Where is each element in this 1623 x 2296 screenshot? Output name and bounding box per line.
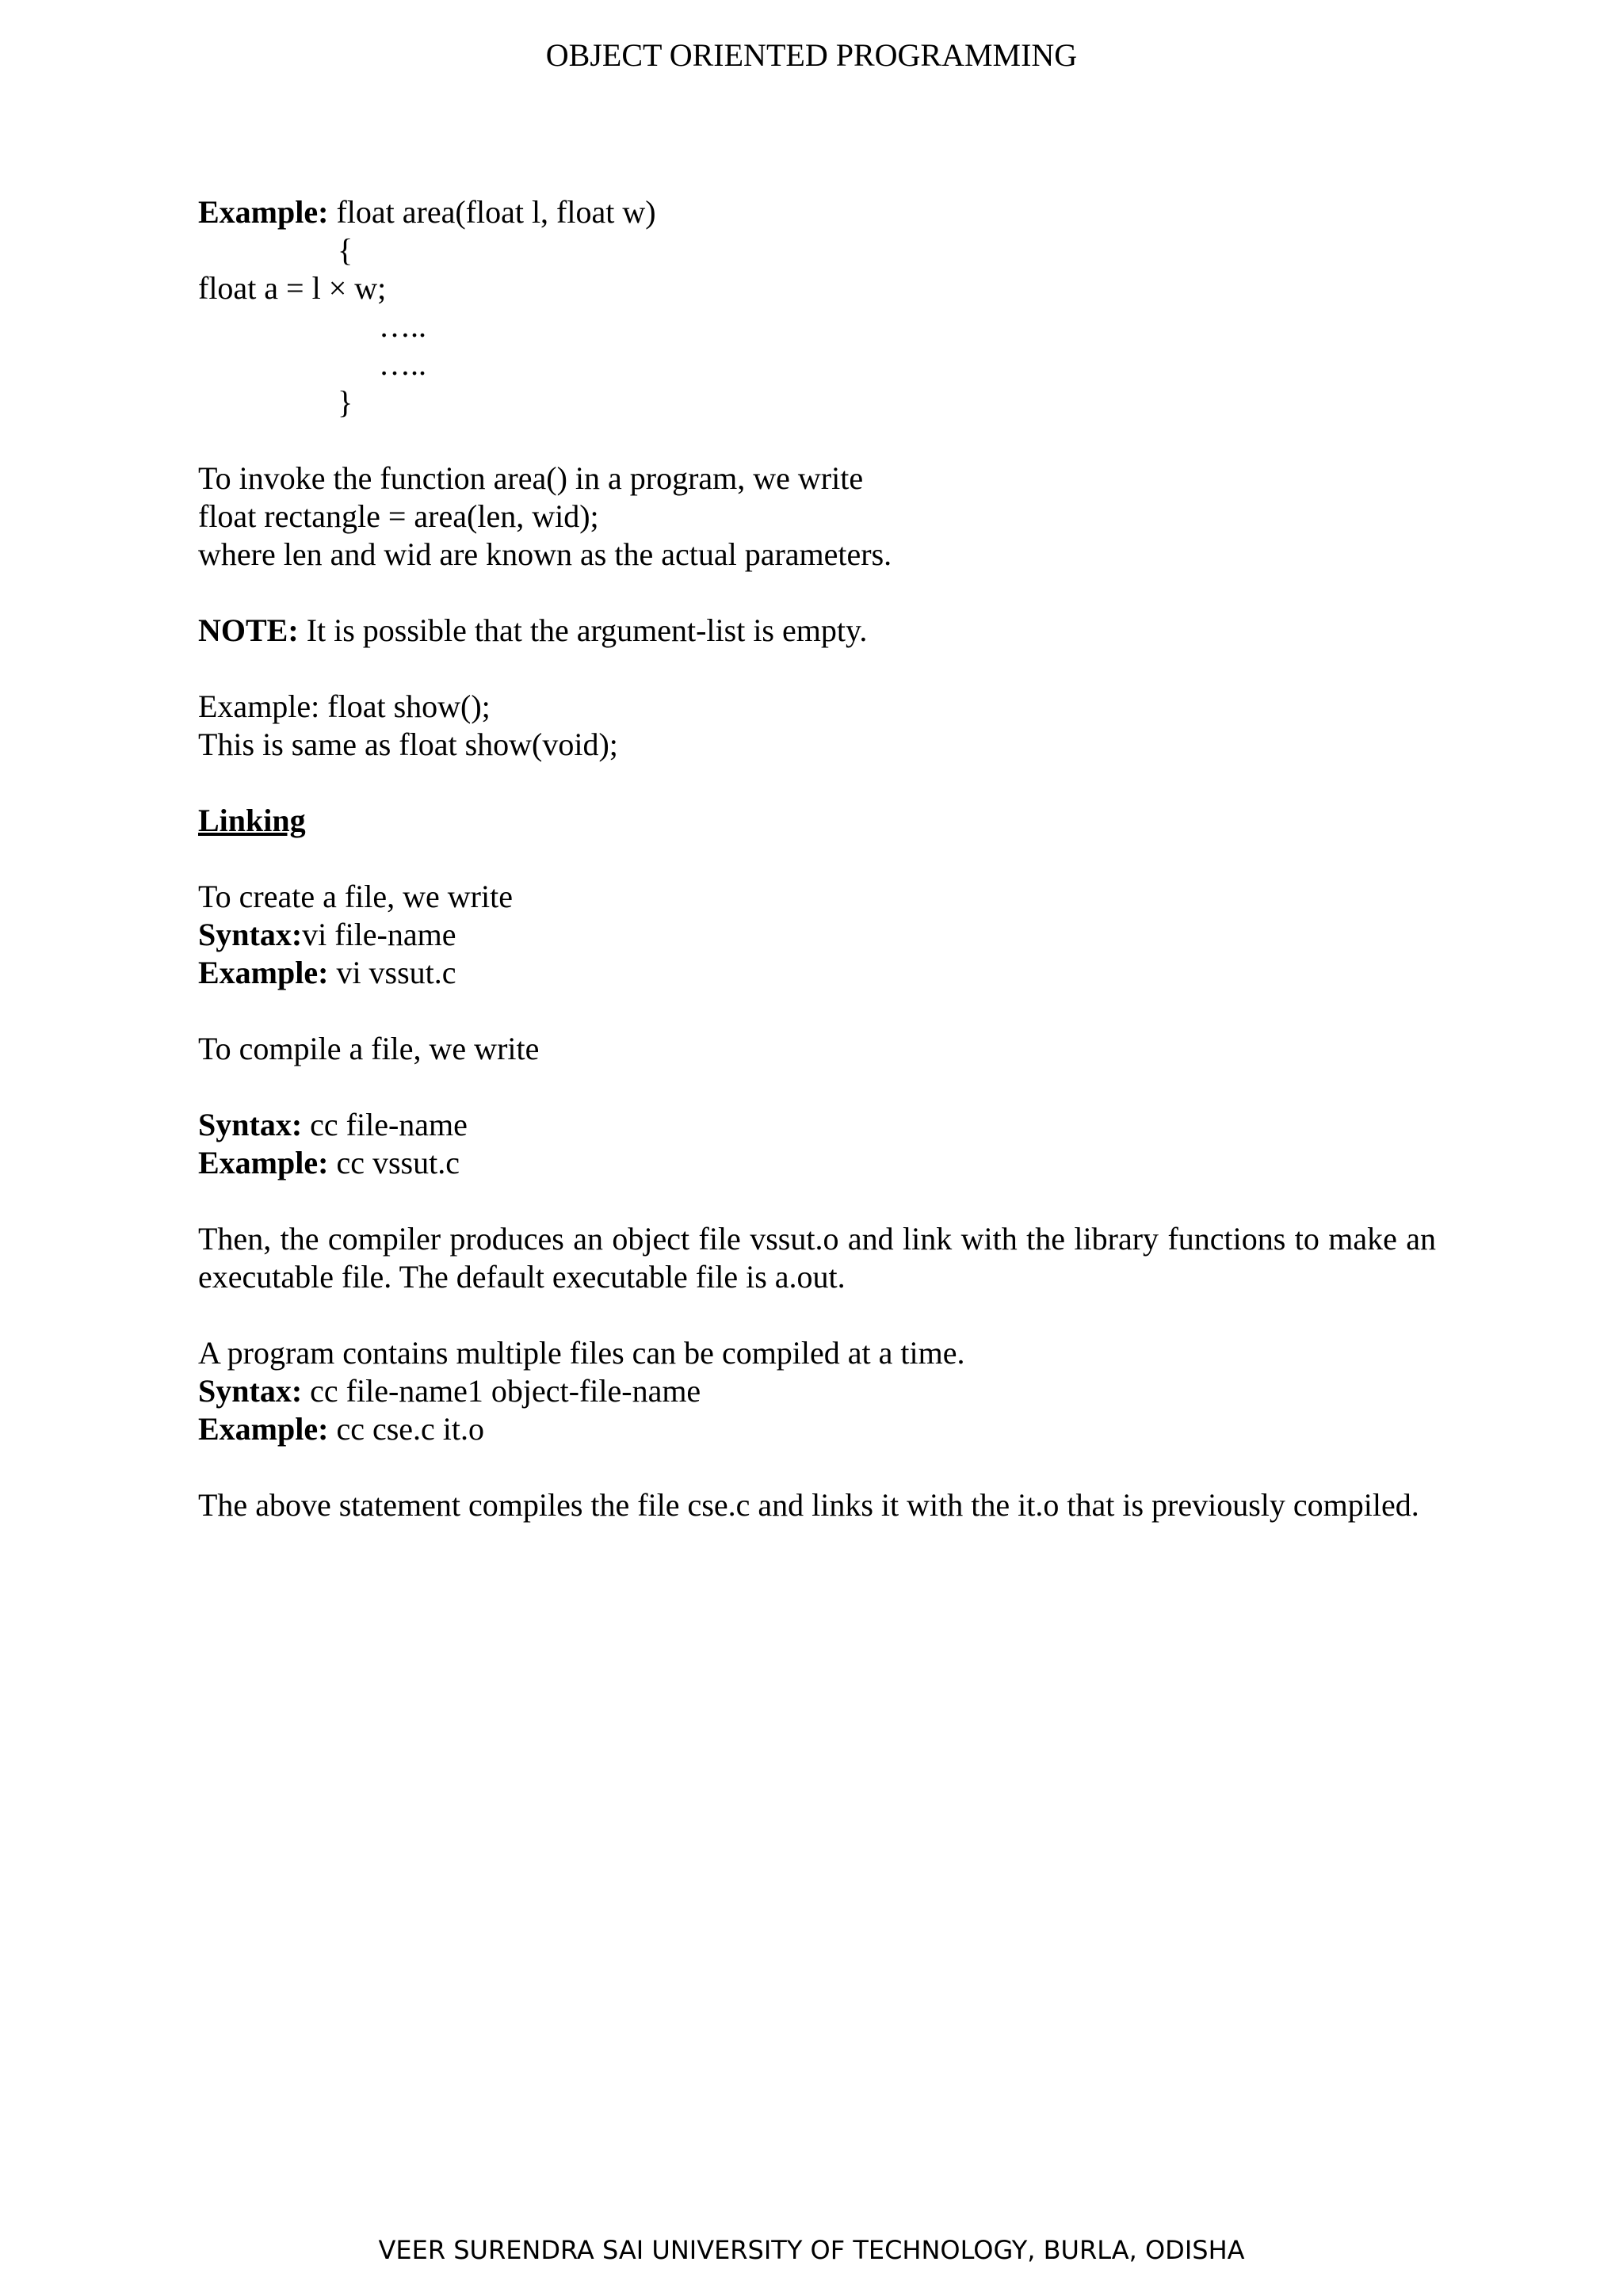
note-line: [198, 612, 1436, 650]
compile-syntax-line: [198, 1106, 1436, 1144]
invoke-explanation: where len and wid are known as the actual parameters.: [198, 536, 892, 572]
note-text: It is possible that the argument-list is empty.: [298, 612, 868, 648]
syntax-label: Syntax:: [198, 1107, 303, 1142]
compile-intro: To compile a file, we write: [198, 1031, 540, 1066]
page-content: [198, 193, 1436, 1524]
example-signature-line: [198, 193, 1436, 231]
ellipsis-line: …..: [379, 308, 426, 344]
function-body-line: float a = l × w;: [198, 270, 387, 306]
compiler-paragraph: Then, the compiler produces an object file vssut.o and link with the library functions to make an executable file. The default executable file is a.out.: [198, 1221, 1436, 1295]
section-heading-linking: [198, 802, 1436, 840]
compile-example-line: [198, 1144, 1436, 1182]
create-example-line: [198, 954, 1436, 992]
page-footer: VEER SURENDRA SAI UNIVERSITY OF TECHNOLOGY, BURLA, ODISHA: [378, 2235, 1245, 2265]
multi-intro: A program contains multiple files can be compiled at a time.: [198, 1335, 965, 1371]
create-intro: To create a file, we write: [198, 879, 513, 914]
example-value: vi vssut.c: [328, 955, 456, 990]
example-value: cc vssut.c: [328, 1145, 460, 1180]
example-label: Example:: [198, 955, 329, 990]
example2-line: Example: float show();: [198, 688, 491, 724]
example-label: Example:: [198, 1411, 329, 1447]
example-label: Example:: [198, 1145, 329, 1180]
ellipsis-line: …..: [379, 346, 426, 382]
example-label: Example:: [198, 194, 329, 230]
create-syntax-line: [198, 916, 1436, 954]
above-statement-paragraph: The above statement compiles the file cse.c and links it with the it.o that is previously compiled.: [198, 1487, 1419, 1523]
linking-heading: Linking: [198, 803, 306, 838]
open-brace: {: [338, 232, 353, 268]
page-header: OBJECT ORIENTED PROGRAMMING: [545, 37, 1078, 73]
example2-same-line: This is same as float show(void);: [198, 727, 618, 762]
syntax-label: Syntax:: [198, 917, 303, 952]
function-signature: float area(float l, float w): [328, 194, 656, 230]
invoke-code: float rectangle = area(len, wid);: [198, 498, 599, 534]
close-brace: }: [338, 384, 353, 420]
syntax-value: cc file-name: [302, 1107, 468, 1142]
note-label: NOTE:: [198, 612, 299, 648]
syntax-label: Syntax:: [198, 1373, 303, 1409]
example-value: cc cse.c it.o: [328, 1411, 484, 1447]
syntax-value: vi file-name: [302, 917, 456, 952]
multi-syntax-line: [198, 1372, 1436, 1410]
syntax-value: cc file-name1 object-file-name: [302, 1373, 701, 1409]
multi-example-line: [198, 1410, 1436, 1448]
invoke-text: To invoke the function area() in a program, we write: [198, 460, 864, 496]
